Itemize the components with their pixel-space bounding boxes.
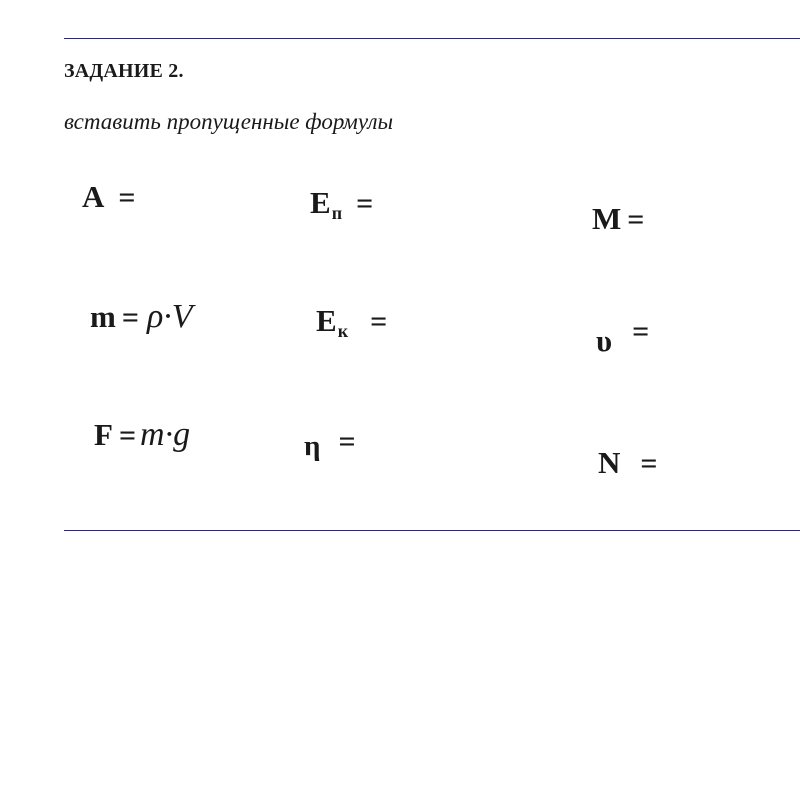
formula-velocity (596, 315, 657, 358)
formula-subscript: п (331, 203, 343, 223)
formula-symbol: E (316, 303, 337, 338)
formula-mass (90, 300, 193, 334)
formula-equals: = (121, 301, 139, 334)
formula-symbol: E (310, 185, 331, 220)
formula-symbol: m (90, 299, 116, 334)
formula-kinetic-energy (316, 303, 395, 341)
formula-equals: = (356, 187, 374, 220)
formula-equals: = (118, 419, 137, 452)
formula-equals: = (118, 181, 136, 214)
formula-symbol: η (304, 430, 321, 462)
formula-force (94, 418, 190, 452)
bottom-divider (64, 530, 800, 531)
formula-power (598, 446, 666, 480)
formula-symbol: F (94, 417, 113, 452)
formula-symbol: υ (596, 323, 613, 358)
formula-equals: = (338, 425, 356, 458)
task-instruction: вставить пропущенные формулы (64, 109, 394, 134)
formula-equals: = (627, 203, 645, 236)
formula-equals: = (632, 315, 650, 348)
formula-equals: = (370, 305, 388, 338)
formula-efficiency (304, 425, 364, 462)
formula-equals: = (640, 447, 658, 480)
formula-torque (592, 202, 652, 236)
top-divider (64, 38, 800, 39)
formula-expression: ρ·V (146, 298, 193, 335)
formula-symbol: N (598, 445, 621, 480)
formula-symbol: M (592, 201, 622, 236)
formula-work (82, 180, 144, 214)
formula-expression: m·g (140, 416, 191, 453)
formula-symbol: A (82, 179, 105, 214)
task-title: ЗАДАНИЕ 2. (64, 60, 184, 82)
formula-subscript: к (337, 321, 349, 341)
formula-potential-energy (310, 185, 381, 223)
